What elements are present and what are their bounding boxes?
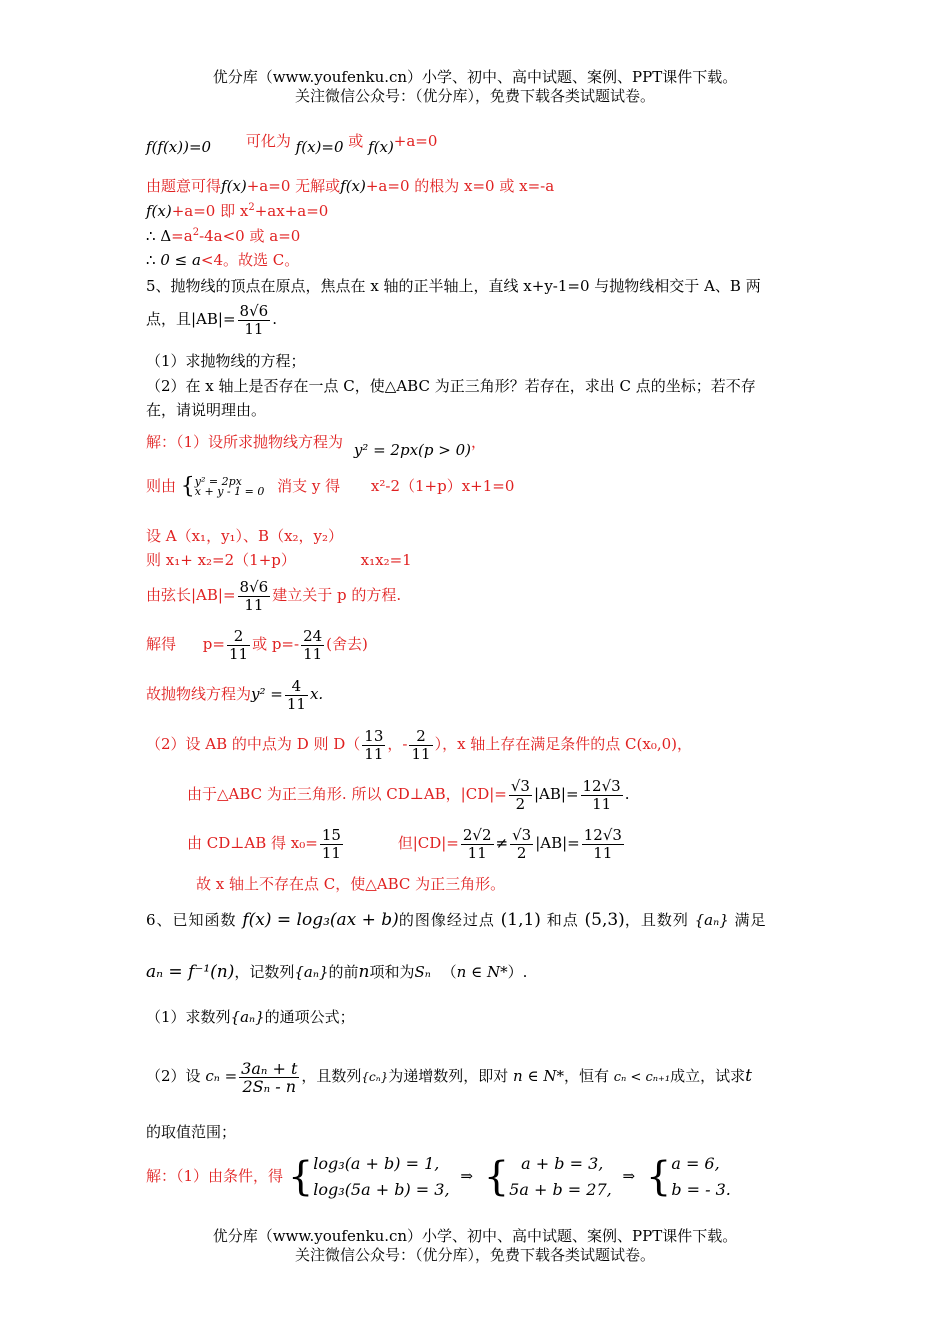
q5-s9a: 由于△ABC 为正三角形. 所以 CD⊥AB，|CD|=	[187, 785, 507, 803]
q5-part-2b: 在，请说明理由。	[146, 401, 267, 419]
point-1: (1,1)	[500, 910, 541, 930]
system-3	[671, 1151, 731, 1203]
q6-stem-1e: 满足	[734, 911, 767, 929]
sequence-an: {aₙ}	[694, 911, 729, 929]
header-line-2: 关注微信公众号：（优分库），免费下载各类试题试卷。	[294, 87, 655, 105]
s6-d1: 11	[228, 644, 249, 663]
s7-num: 4	[285, 678, 308, 696]
eq-ffx: f(f(x))=0	[146, 138, 212, 156]
prev-l3-sup: 2	[248, 202, 255, 213]
q5-s5b: 建立关于 p 的方程.	[272, 586, 402, 604]
q6-part-2c: 为递增数列，即对	[388, 1067, 509, 1085]
q6-stem-1	[146, 906, 767, 934]
q6-stem-1b: 的图像经过点	[398, 911, 495, 929]
q5-s9c: .	[624, 785, 630, 803]
q5-s7a: 故抛物线方程为	[146, 685, 252, 703]
sequence-an-3: {aₙ}	[230, 1008, 265, 1026]
s9-d1: 2	[515, 794, 526, 813]
q5-s8c: ），x 轴上存在满足条件的点 C(x₀,0)，	[434, 735, 693, 753]
q5-s10a: 由 CD⊥AB 得 x₀=	[187, 834, 318, 852]
footer-line-1: 优分库（www.youfenku.cn）小学、初中、高中试题、案例、PPT课件下载。	[212, 1227, 738, 1245]
therefore-symbol-2: ∴	[146, 251, 156, 269]
point-2: (5,3)	[584, 910, 625, 930]
q5-s6c: 或 p=-	[252, 635, 300, 653]
q6-part-1	[146, 1003, 355, 1031]
system-2-brace: {	[483, 1154, 510, 1200]
s10-d2: 11	[467, 843, 487, 862]
eq-fx: f(x)	[368, 138, 394, 156]
s8-n2: 2	[409, 728, 432, 746]
s6-n1: 2	[227, 628, 250, 646]
q5-s2c: x²-2（1+p）x+1=0	[370, 477, 515, 495]
q5-sol-8	[146, 727, 692, 763]
prev-tail: +a=0	[393, 132, 438, 150]
q5-s1a: 解：（1）设所求抛物线方程为	[146, 433, 344, 451]
q6-stem-2a: ，记数列	[234, 963, 295, 981]
prev-l4b: =a	[171, 227, 193, 245]
s9-n1: √3	[510, 776, 530, 795]
q5-s2b: 消支 y 得	[277, 477, 341, 495]
s10-d3: 2	[516, 843, 527, 862]
q5-s2a: 则由	[146, 477, 177, 495]
q6-part-2d: ，恒有	[563, 1067, 609, 1085]
s9-n2: 12√3	[582, 776, 621, 795]
q5-s9b: |AB|=	[533, 785, 579, 803]
eq-fx-zero: f(x)=0	[295, 138, 344, 156]
s10-d1: 11	[321, 843, 341, 862]
sequence-an-2: {aₙ}	[294, 963, 329, 981]
sys-row-2: x + y - 1 = 0	[194, 485, 265, 498]
prev-line-3	[146, 201, 328, 221]
q5-part-1: （1）求抛物线的方程；	[146, 352, 306, 370]
q6-sol-a: 解：（1）由条件，得	[146, 1167, 284, 1185]
s6-d2: 11	[303, 644, 323, 663]
q5-s5a: 由弦长|AB|=	[146, 586, 236, 604]
q6-stem-2	[146, 958, 527, 986]
delta-symbol: Δ	[160, 227, 172, 245]
q5-sol-7	[146, 677, 323, 713]
sys1-row1: log₃(a + b) = 1,	[313, 1154, 440, 1173]
prev-l3a: +a=0 即 x	[171, 202, 249, 220]
q5-sol-5	[146, 578, 401, 614]
prev-or: 或	[348, 132, 364, 150]
prev-l2a: 由题意可得	[146, 177, 222, 195]
q5-sol-4	[146, 550, 412, 570]
q5-s6d: (舍去)	[326, 635, 368, 653]
q5-stem-1: 5、抛物线的顶点在原点，焦点在 x 轴的正半轴上，直线 x+y-1=0 与抛物线相交于 A、B 两	[146, 277, 761, 295]
prev-line-4	[146, 226, 300, 246]
s8-n1: 13	[364, 726, 384, 745]
q5-s8b: ，-	[387, 735, 408, 753]
q5-s6b: p=	[202, 635, 225, 653]
s10-d4: 11	[593, 843, 613, 862]
cn-fraction	[239, 1060, 299, 1095]
parabola-general-eq: y² = 2px(p > 0)	[353, 441, 471, 459]
q5-s4a: 则 x₁+ x₂=2（1+p）	[146, 551, 296, 569]
d-y-fraction	[409, 728, 432, 763]
n-natural-2: n ∈ N*	[513, 1067, 564, 1085]
system-1-brace: {	[287, 1154, 314, 1200]
sys3-row2: b = - 3.	[671, 1180, 731, 1199]
p-fraction-1	[227, 628, 250, 663]
prev-text: 可化为	[245, 132, 291, 150]
q5-stem-2	[146, 302, 277, 338]
q5-stem-2a: 点，且|AB|=	[146, 310, 236, 328]
q6-stem-2b: 的前	[328, 963, 359, 981]
q6-solution-1	[146, 1148, 731, 1204]
an-inverse-eq: aₙ = f⁻¹(n)	[146, 962, 235, 982]
q5-part-2a: （2）在 x 轴上是否存在一点 C，使△ABC 为正三角形？若存在，求出 C 点的坐标；若不存	[146, 377, 756, 395]
cd-fraction	[509, 778, 532, 813]
prev-l4-sup: 2	[192, 227, 200, 238]
s10-n3: √3	[512, 825, 532, 844]
sys2-row1: a + b = 3,	[521, 1154, 604, 1173]
q6-part-2e: 成立，试求	[670, 1067, 746, 1085]
q6-part-2	[146, 1056, 752, 1098]
header-line-1: 优分库（www.youfenku.cn）小学、初中、高中试题、案例、PPT课件下载。	[212, 68, 738, 86]
q6-part-2b: ，且数列	[301, 1067, 362, 1085]
q6-stem-1d: ，且数列	[624, 911, 689, 929]
ab-den: 11	[244, 319, 264, 338]
s8-d2: 11	[411, 744, 431, 763]
implies-arrow-1: ⇒	[460, 1167, 473, 1185]
s7-eq: y² =	[251, 685, 283, 703]
q5-sol-3: 设 A（x₁，y₁）、B（x₂，y₂）	[146, 527, 344, 545]
footer-line-2: 关注微信公众号：（优分库），免费下载各类试题试卷。	[294, 1246, 655, 1264]
sqrt3-half-fraction	[510, 827, 533, 862]
q6-stem-2d: （	[441, 963, 457, 981]
q5-sol-1	[146, 432, 486, 459]
ab-num: 8√6	[239, 301, 269, 320]
s8-d1: 11	[364, 744, 384, 763]
prev-line-2	[146, 176, 554, 196]
q5-sol-6	[146, 627, 368, 663]
ab-length-fraction	[238, 303, 271, 338]
parabola-coef-fraction	[285, 678, 308, 713]
q6-stem-2e: ）.	[507, 963, 528, 981]
q5-s7b: x.	[309, 685, 324, 703]
cn-lhs: cₙ =	[205, 1067, 238, 1085]
q5-sol-9	[187, 777, 630, 813]
s10-n4: 12√3	[583, 825, 622, 844]
q6-stem-2c: 项和为	[369, 963, 415, 981]
prev-l5-ineq: 0 ≤ a	[160, 251, 201, 269]
q5-sol-11: 故 x 轴上不存在点 C，使△ABC 为正三角形。	[196, 875, 506, 893]
s10-n1: 15	[321, 825, 341, 844]
sys2-row2: 5a + b = 27,	[509, 1180, 612, 1199]
n-natural: n ∈ N*	[456, 963, 508, 981]
q6-stem-1a: 6、已知函数	[146, 911, 237, 929]
q5-sol-2	[146, 476, 514, 498]
prev-l3b: +ax+a=0	[254, 202, 329, 220]
var-t: t	[745, 1066, 752, 1086]
q5-stem-2b: .	[272, 310, 277, 328]
s10-n2: 2√2	[462, 825, 492, 844]
s7-den: 11	[286, 694, 306, 713]
q6-part-1a: （1）求数列	[146, 1008, 231, 1026]
sequence-cn: {cₙ}	[361, 1070, 389, 1084]
s5-den: 11	[244, 595, 264, 614]
q5-s10b: 但|CD|=	[397, 834, 459, 852]
q5-s10d: |AB|=	[535, 834, 580, 852]
q5-s10c: ≠	[495, 834, 509, 852]
cn-inequality: cₙ < cₙ₊₁	[613, 1070, 671, 1085]
q5-s6a: 解得	[146, 635, 177, 653]
prev-l2b: +a=0 无解或	[246, 177, 341, 195]
d-x-fraction	[362, 728, 385, 763]
chord-fraction	[238, 579, 271, 614]
s5-num: 8√6	[239, 577, 269, 596]
q5-s8a: （2）设 AB 的中点为 D 则 D（	[146, 735, 361, 753]
x0-fraction	[320, 827, 343, 862]
s9-d2: 11	[592, 794, 612, 813]
implies-arrow-2: ⇒	[622, 1167, 636, 1185]
system-brace: {	[180, 474, 195, 499]
q5-s4b: x₁x₂=1	[360, 551, 412, 569]
q5-s1b: ，	[470, 433, 486, 451]
prev-l4c: -4a<0 或 a=0	[199, 227, 301, 245]
prev-line-1	[146, 132, 438, 157]
sys-row-1: y² = 2px	[194, 475, 242, 488]
system-1	[313, 1151, 449, 1203]
cn-den: 2Sₙ - n	[242, 1076, 297, 1096]
var-n: n	[358, 962, 370, 982]
sys3-row1: a = 6,	[671, 1154, 720, 1173]
prev-l2c: +a=0 的根为 x=0 或 x=-a	[365, 177, 555, 195]
prev-l2-fx2: f(x)	[340, 177, 366, 195]
prev-l5b: <4。故选 C。	[200, 251, 300, 269]
q6-part-3: 的取值范围；	[146, 1123, 237, 1141]
prev-l2-fx: f(x)	[221, 177, 247, 195]
sys1-row2: log₃(5a + b) = 3,	[313, 1180, 450, 1199]
prev-line-5	[146, 250, 299, 270]
therefore-symbol: ∴	[146, 227, 156, 245]
q5-system	[195, 477, 265, 497]
function-def: f(x) = log₃(ax + b)	[242, 910, 399, 930]
cd-value-fraction	[581, 778, 623, 813]
s6-n2: 24	[303, 626, 323, 645]
q6-part-1b: 的通项公式；	[264, 1008, 355, 1026]
q6-part-2a: （2）设	[146, 1067, 201, 1085]
sum-sn: Sₙ	[414, 963, 431, 981]
p-fraction-2	[301, 628, 324, 663]
cd-actual-fraction	[461, 827, 494, 862]
ab-scaled-fraction	[582, 827, 624, 862]
system-2	[509, 1151, 612, 1203]
q6-stem-1c: 和点	[546, 911, 579, 929]
q5-sol-10	[187, 826, 626, 862]
cn-num: 3aₙ + t	[241, 1058, 298, 1078]
system-3-brace: {	[645, 1154, 672, 1200]
prev-l3-fx: f(x)	[146, 202, 172, 220]
